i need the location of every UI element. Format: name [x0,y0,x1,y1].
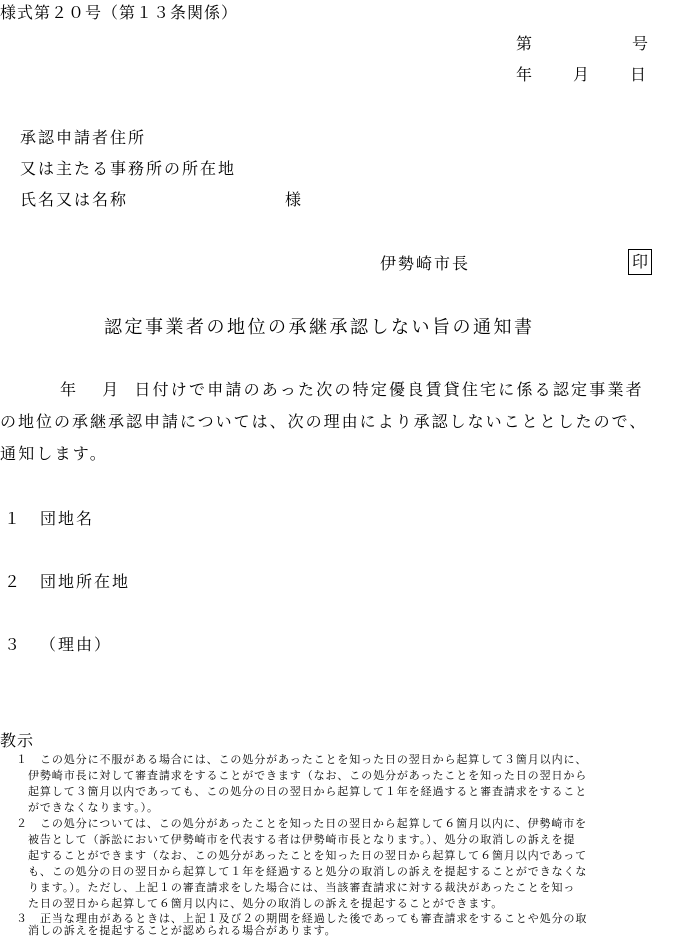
note-line: 正当な理由があるときは、上記１及び２の期間を経過した後であっても審査請求をすることや処分の取 [40,912,588,925]
item-label: 団地名 [40,509,95,528]
honorific: 様 [285,190,304,209]
body-month: 月 [102,380,121,399]
date-year: 年 [516,65,533,84]
body-year: 年 [60,380,79,399]
note-line: 伊勢崎市長に対して審査請求をすることができます（なお、この処分があったことを知った日の翌日から [28,769,588,782]
note-line: ります。）。ただし、上記１の審査請求をした場合には、当該審査請求に対する裁決があったことを知っ [28,881,576,894]
item-label: （理由） [40,635,113,654]
seal-stamp: 印 [628,249,652,275]
body-line-1 [60,377,644,400]
item-number: １ [4,509,23,528]
item-number: ２ [4,572,23,591]
form-number: 様式第２０号（第１３条関係） [0,3,239,22]
note-line: この処分に不服がある場合には、この処分があったことを知った日の翌日から起算して３箇月以内に、 [40,753,588,766]
item-number: ３ [4,635,23,654]
document-number-suffix: 号 [632,34,649,53]
item-complex-location [4,569,130,592]
note-line: た日の翌日から起算して６箇月以内に、処分の取消しの訴えを提起することができます。 [28,897,504,910]
addressee-address-label: 承認申請者住所 [20,128,147,147]
date-month: 月 [573,65,590,84]
body-line-2: の地位の承継承認申請については、次の理由により承認しないこととしたので、 [0,412,648,431]
note-line: 起算して３箇月以内であっても、この処分の日の翌日から起算して１年を経過すると審査請求をすること [28,785,588,798]
document-number [516,31,648,54]
body-line-1-text: 日付けで申請のあった次の特定優良賃貸住宅に係る認定事業者 [134,380,644,399]
note-line: 消しの訴えを提起することが認められる場合があります。 [28,924,337,937]
note-line: 起することができます（なお、この処分があったことを知った日の翌日から起算して６箇月以内であって [28,849,588,862]
item-reason [4,632,112,655]
addressee-office-label: 又は主たる事務所の所在地 [20,159,237,178]
note-line: も、この処分の日の翌日から起算して１年を経過すると処分の取消しの訴えを提起することができなくな [28,865,588,878]
note-line: 被告として（訴訟において伊勢崎市を代表する者は伊勢崎市長となります。）、処分の取消しの訴えを提 [28,833,576,846]
document-title: 認定事業者の地位の承継承認しない旨の通知書 [104,317,535,338]
item-complex-name [4,506,94,529]
note-number: ３ [16,912,28,925]
note-number: １ [16,753,28,766]
body-line-3: 通知します。 [0,444,108,463]
item-label: 団地所在地 [40,572,131,591]
issuer-name: 伊勢崎市長 [380,254,471,273]
notice-heading: 教示 [0,731,35,750]
document-number-prefix: 第 [516,34,533,53]
addressee-name-row [20,187,303,210]
note-number: ２ [16,817,28,830]
document-date [516,62,646,85]
addressee-name-label: 氏名又は名称 [20,190,129,209]
note-line: ができなくなります。）。 [28,801,159,814]
note-line: この処分については、この処分があったことを知った日の翌日から起算して６箇月以内に、伊勢崎市を [40,817,588,830]
date-day: 日 [630,65,647,84]
